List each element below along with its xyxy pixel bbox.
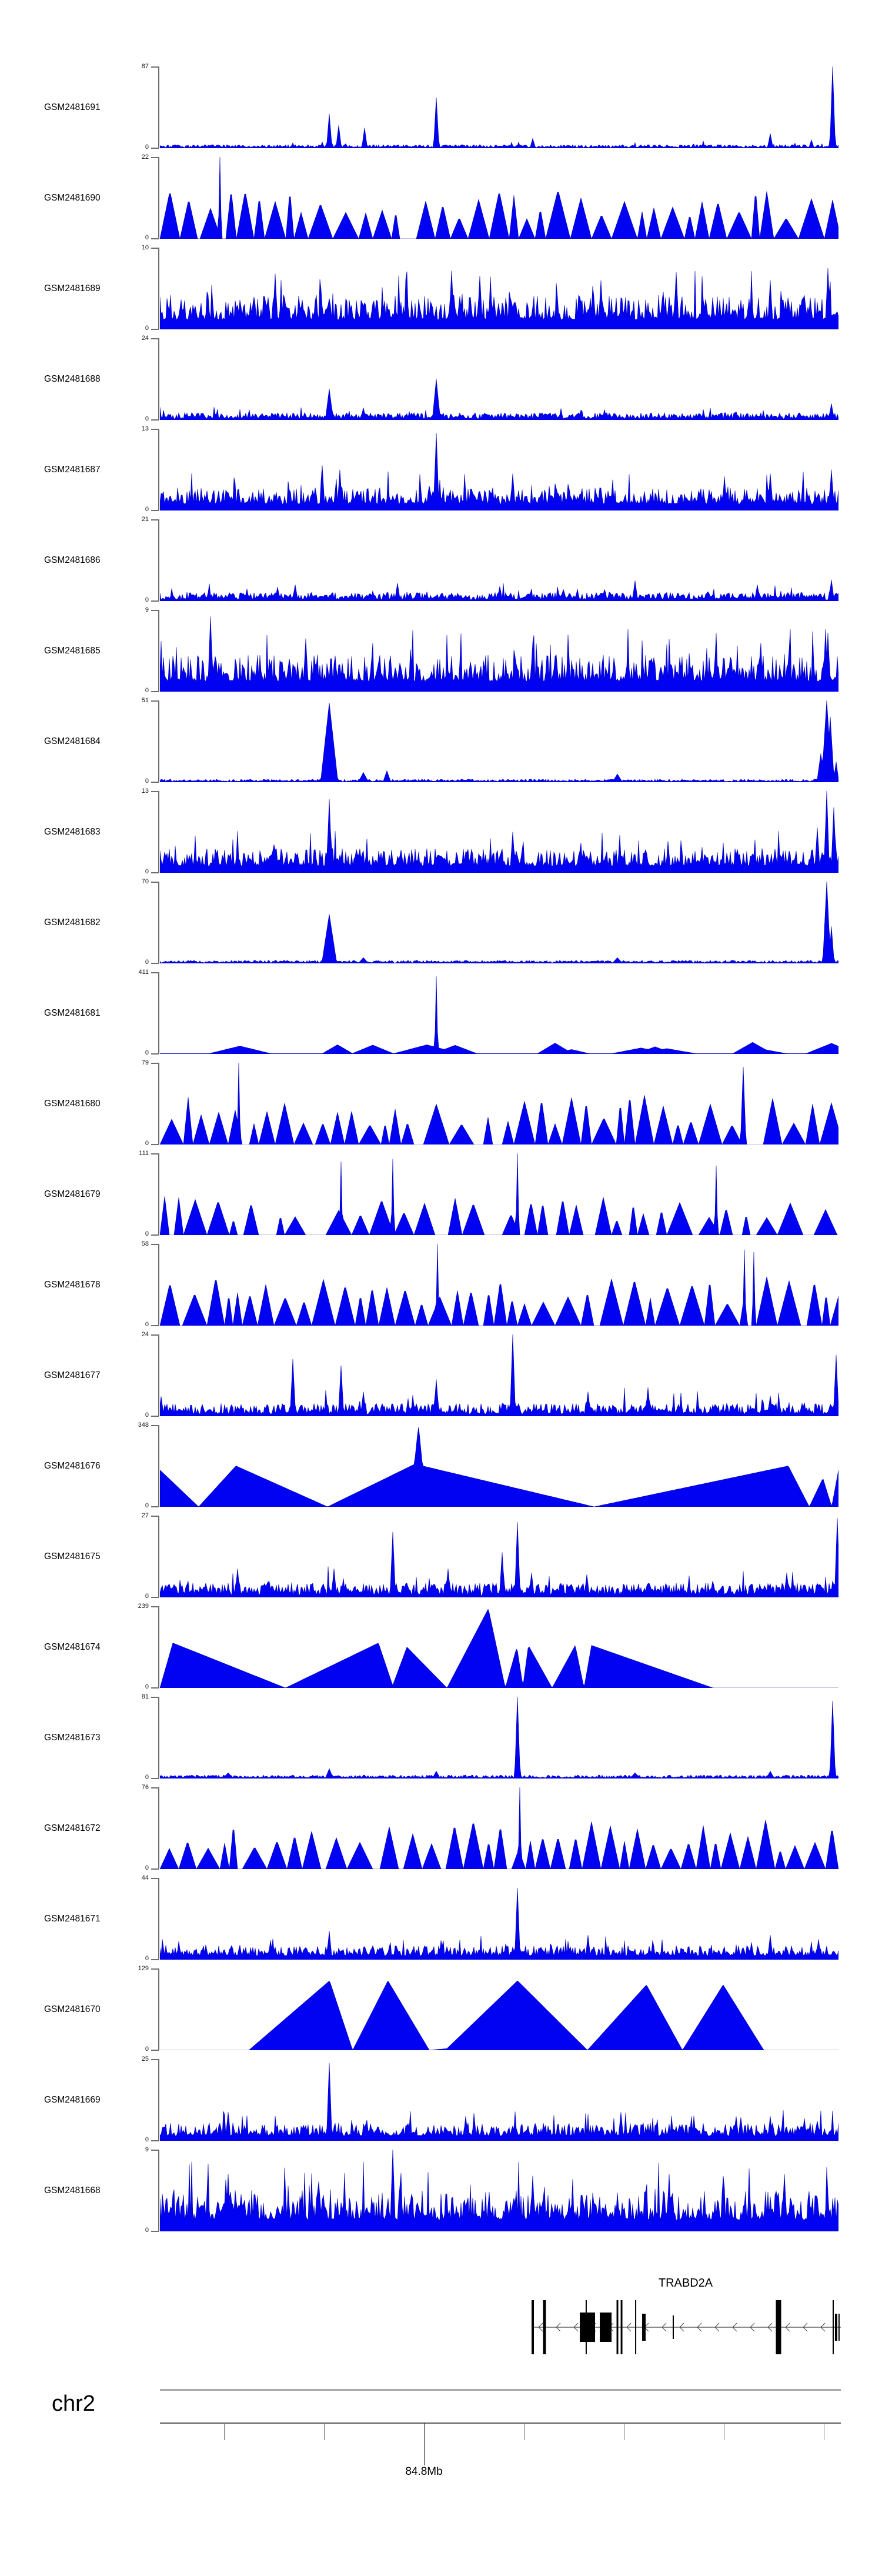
coverage-signal — [160, 66, 838, 148]
y-axis-tick — [151, 1334, 159, 1336]
y-axis-max-label: 76 — [141, 1784, 149, 1791]
track-row — [0, 2056, 882, 2143]
y-axis-max-label: 22 — [141, 154, 149, 161]
y-axis-zero-label: 0 — [145, 2227, 149, 2234]
track-label: GSM2481680 — [44, 1098, 101, 1109]
coverage-signal — [160, 610, 838, 692]
y-axis-tick — [151, 1606, 159, 1607]
y-axis-zero-label: 0 — [145, 2136, 149, 2143]
y-axis-tick — [151, 1506, 159, 1507]
y-axis-tick — [151, 1425, 159, 1426]
track-y-axis — [158, 248, 159, 329]
track-label: GSM2481679 — [44, 1189, 101, 1199]
y-axis-max-label: 10 — [141, 244, 149, 251]
track-row — [0, 1603, 882, 1690]
coverage-signal — [160, 791, 838, 873]
track-label: GSM2481672 — [44, 1823, 101, 1833]
y-axis-tick — [151, 66, 159, 68]
coverage-signal — [160, 429, 838, 510]
y-axis-zero-label: 0 — [145, 1593, 149, 1600]
track-y-axis — [158, 157, 159, 239]
track-label: GSM2481691 — [44, 102, 101, 112]
track-y-axis — [158, 519, 159, 601]
axis-minor-tick — [324, 2423, 325, 2440]
track-y-axis — [158, 1244, 159, 1326]
track-label: GSM2481683 — [44, 826, 101, 837]
y-axis-max-label: 9 — [145, 2146, 149, 2153]
track-y-axis — [158, 1153, 159, 1235]
coverage-signal — [160, 1425, 838, 1507]
track-label: GSM2481668 — [44, 2185, 101, 2195]
y-axis-tick — [151, 1234, 159, 1236]
y-axis-tick — [151, 1516, 159, 1517]
y-axis-max-label: 27 — [141, 1512, 149, 1519]
y-axis-tick — [151, 510, 159, 511]
track-y-axis — [158, 1516, 159, 1597]
y-axis-zero-label: 0 — [145, 506, 149, 513]
y-axis-zero-label: 0 — [145, 1864, 149, 1871]
track-row — [0, 1059, 882, 1147]
y-axis-zero-label: 0 — [145, 1140, 149, 1147]
y-axis-tick — [151, 1063, 159, 1064]
gene-name-label: TRABD2A — [658, 2277, 713, 2290]
y-axis-tick — [151, 148, 159, 149]
track-row — [0, 788, 882, 875]
coverage-signal — [160, 1063, 838, 1144]
track-row — [0, 425, 882, 513]
axis-major-tick — [424, 2423, 425, 2465]
y-axis-tick — [151, 1687, 159, 1689]
y-axis-zero-label: 0 — [145, 1321, 149, 1328]
y-axis-max-label: 13 — [141, 425, 149, 432]
y-axis-tick — [151, 1787, 159, 1788]
y-axis-tick — [151, 972, 159, 973]
track-label: GSM2481681 — [44, 1007, 101, 1018]
track-label: GSM2481689 — [44, 283, 101, 293]
track-y-axis — [158, 66, 159, 148]
track-y-axis — [158, 1787, 159, 1869]
y-axis-max-label: 411 — [138, 969, 149, 976]
coverage-signal — [160, 1153, 838, 1235]
track-row — [0, 244, 882, 332]
coverage-signal — [160, 700, 838, 782]
y-axis-max-label: 79 — [141, 1059, 149, 1066]
axis-baseline — [160, 2422, 841, 2424]
y-axis-tick — [151, 882, 159, 883]
y-axis-zero-label: 0 — [145, 2046, 149, 2053]
y-axis-tick — [151, 1697, 159, 1698]
y-axis-tick — [151, 610, 159, 611]
chromosome-label: chr2 — [52, 2391, 95, 2416]
track-row — [0, 1331, 882, 1419]
coverage-signal — [160, 2059, 838, 2141]
y-axis-max-label: 44 — [141, 1874, 149, 1881]
track-y-axis — [158, 1968, 159, 2050]
y-axis-tick — [151, 338, 159, 339]
track-row — [0, 1784, 882, 1871]
coverage-signal — [160, 519, 838, 601]
track-y-axis — [158, 791, 159, 873]
track-label: GSM2481671 — [44, 1913, 101, 1924]
y-axis-tick — [151, 2050, 159, 2051]
y-axis-max-label: 87 — [141, 63, 149, 70]
gene-model — [160, 2297, 844, 2355]
coverage-signal — [160, 1787, 838, 1869]
track-y-axis — [158, 338, 159, 420]
y-axis-tick — [151, 1053, 159, 1055]
track-row — [0, 878, 882, 966]
y-axis-tick — [151, 1597, 159, 1598]
track-y-axis — [158, 2059, 159, 2141]
track-y-axis — [158, 429, 159, 510]
y-axis-zero-label: 0 — [145, 325, 149, 332]
track-row — [0, 2146, 882, 2234]
track-row — [0, 63, 882, 151]
track-y-axis — [158, 1606, 159, 1688]
track-label: GSM2481685 — [44, 645, 101, 656]
track-y-axis — [158, 2150, 159, 2231]
y-axis-tick — [151, 1325, 159, 1326]
coverage-signal — [160, 1244, 838, 1326]
y-axis-max-label: 129 — [138, 1965, 149, 1972]
track-label: GSM2481684 — [44, 736, 101, 746]
track-y-axis — [158, 1425, 159, 1507]
y-axis-zero-label: 0 — [145, 1230, 149, 1237]
track-row — [0, 1965, 882, 2053]
y-axis-tick — [151, 2140, 159, 2141]
track-label: GSM2481677 — [44, 1370, 101, 1380]
y-axis-max-label: 111 — [139, 1150, 149, 1157]
y-axis-tick — [151, 600, 159, 602]
y-axis-max-label: 58 — [141, 1240, 149, 1247]
y-axis-zero-label: 0 — [145, 415, 149, 422]
y-axis-tick — [151, 1878, 159, 1879]
coverage-signal — [160, 882, 838, 963]
axis-minor-tick — [224, 2423, 225, 2440]
y-axis-max-label: 81 — [141, 1693, 149, 1700]
track-row — [0, 1693, 882, 1781]
y-axis-max-label: 239 — [138, 1603, 149, 1610]
track-row — [0, 1240, 882, 1328]
y-axis-tick — [151, 782, 159, 783]
track-label: GSM2481674 — [44, 1641, 101, 1652]
y-axis-zero-label: 0 — [145, 596, 149, 603]
coverage-signal — [160, 338, 838, 420]
y-axis-zero-label: 0 — [145, 234, 149, 241]
track-y-axis — [158, 1063, 159, 1144]
y-axis-zero-label: 0 — [145, 778, 149, 785]
track-y-axis — [158, 1697, 159, 1778]
y-axis-tick — [151, 419, 159, 421]
coverage-signal — [160, 2150, 838, 2231]
track-row — [0, 606, 882, 694]
y-axis-tick — [151, 429, 159, 430]
y-axis-zero-label: 0 — [145, 144, 149, 151]
track-row — [0, 969, 882, 1056]
y-axis-max-label: 21 — [141, 516, 149, 523]
y-axis-tick — [151, 238, 159, 239]
y-axis-max-label: 51 — [141, 697, 149, 704]
y-axis-max-label: 348 — [138, 1422, 149, 1429]
y-axis-tick — [151, 1968, 159, 1970]
track-y-axis — [158, 972, 159, 1054]
coverage-signal — [160, 1968, 838, 2050]
y-axis-tick — [151, 1959, 159, 1960]
coverage-signal — [160, 1516, 838, 1597]
track-y-axis — [158, 1878, 159, 1960]
y-axis-max-label: 70 — [141, 878, 149, 885]
track-label: GSM2481678 — [44, 1279, 101, 1290]
track-row — [0, 516, 882, 603]
y-axis-tick — [151, 791, 159, 792]
track-y-axis — [158, 610, 159, 692]
y-axis-max-label: 25 — [141, 2056, 149, 2063]
coverage-signal — [160, 972, 838, 1054]
y-axis-zero-label: 0 — [145, 1955, 149, 1962]
track-row — [0, 697, 882, 785]
coverage-signal — [160, 1606, 838, 1688]
y-axis-zero-label: 0 — [145, 1412, 149, 1419]
track-label: GSM2481686 — [44, 555, 101, 565]
y-axis-zero-label: 0 — [145, 687, 149, 694]
y-axis-zero-label: 0 — [145, 959, 149, 966]
y-axis-tick — [151, 963, 159, 964]
y-axis-tick — [151, 2231, 159, 2232]
track-label: GSM2481670 — [44, 2004, 101, 2014]
track-label: GSM2481690 — [44, 192, 101, 203]
axis-position-label: 84.8Mb — [405, 2465, 443, 2478]
y-axis-tick — [151, 691, 159, 692]
y-axis-tick — [151, 1868, 159, 1870]
track-row — [0, 1512, 882, 1600]
track-row — [0, 1874, 882, 1962]
coverage-signal — [160, 1697, 838, 1778]
track-y-axis — [158, 700, 159, 782]
track-label: GSM2481673 — [44, 1732, 101, 1743]
y-axis-zero-label: 0 — [145, 1774, 149, 1781]
y-axis-tick — [151, 1778, 159, 1779]
y-axis-zero-label: 0 — [145, 1502, 149, 1509]
y-axis-tick — [151, 1244, 159, 1245]
y-axis-tick — [151, 2059, 159, 2060]
y-axis-tick — [151, 700, 159, 702]
y-axis-zero-label: 0 — [145, 1049, 149, 1056]
track-label: GSM2481688 — [44, 373, 101, 384]
y-axis-max-label: 9 — [145, 606, 149, 613]
axis-range-line — [160, 2389, 841, 2391]
y-axis-tick — [151, 519, 159, 520]
track-label: GSM2481682 — [44, 917, 101, 927]
y-axis-max-label: 24 — [141, 335, 149, 342]
y-axis-tick — [151, 872, 159, 873]
track-y-axis — [158, 882, 159, 963]
track-label: GSM2481669 — [44, 2094, 101, 2105]
y-axis-max-label: 13 — [141, 788, 149, 795]
coverage-signal — [160, 157, 838, 239]
y-axis-tick — [151, 1153, 159, 1154]
track-label: GSM2481675 — [44, 1551, 101, 1561]
track-label: GSM2481687 — [44, 464, 101, 475]
y-axis-max-label: 24 — [141, 1331, 149, 1338]
y-axis-tick — [151, 329, 159, 330]
y-axis-zero-label: 0 — [145, 868, 149, 875]
y-axis-tick — [151, 248, 159, 249]
track-y-axis — [158, 1334, 159, 1416]
track-row — [0, 1150, 882, 1237]
track-row — [0, 335, 882, 422]
y-axis-tick — [151, 1144, 159, 1145]
coverage-signal — [160, 1878, 838, 1960]
track-label: GSM2481676 — [44, 1460, 101, 1471]
y-axis-tick — [151, 157, 159, 158]
y-axis-tick — [151, 2150, 159, 2151]
coverage-signal — [160, 1334, 838, 1416]
coverage-signal — [160, 248, 838, 329]
track-row — [0, 154, 882, 241]
y-axis-tick — [151, 1416, 159, 1417]
track-row — [0, 1422, 882, 1509]
y-axis-zero-label: 0 — [145, 1683, 149, 1690]
